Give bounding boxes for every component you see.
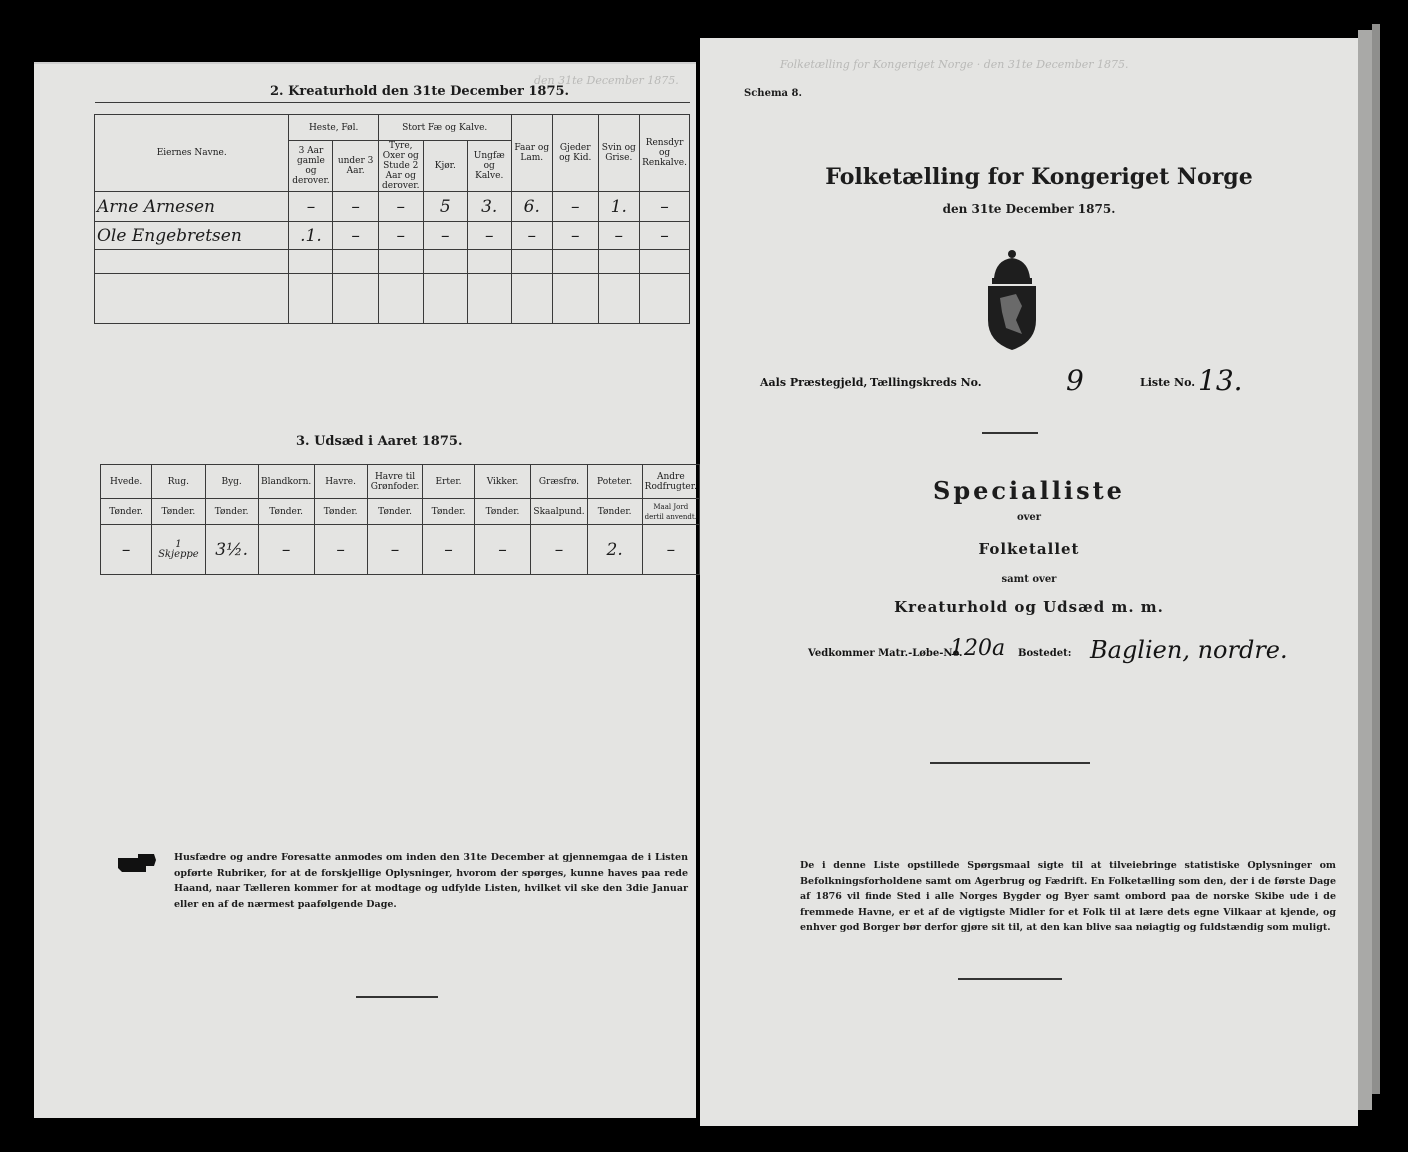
col-stort-header: Stort Fæ og Kalve. — [378, 115, 511, 141]
district-value: 9 — [1066, 364, 1084, 397]
livestock-sowing-label: Kreaturhold og Udsæd m. m. — [894, 598, 1164, 616]
col-owner-header: Eiernes Navne. — [95, 115, 289, 192]
notice-text: Husfædre og andre Foresatte anmodes om inden den 31te December at gjennemgaa de i Listen opførte Rubriker, for at de forskjellige Oplysninger, hvorom der spørges, kunne haves paa rede Haand, naar Tælleren kommer for at modtage og udfylde Listen, hvilket vil ske den 3die Januar eller en af de nærmest paafølgende Dage. — [174, 852, 688, 910]
bleed-through-text: Folketælling for Kongeriget Norge · den 31te December 1875. — [780, 58, 1129, 71]
right-page — [700, 38, 1358, 1126]
col-stort-c: Ungfæ og Kalve. — [467, 141, 511, 192]
cell: – — [467, 222, 511, 250]
divider-rule — [930, 762, 1090, 764]
sowing-unit: Tønder. — [587, 499, 642, 525]
sowing-unit: Tønder. — [314, 499, 367, 525]
sowing-col-header: Rug. — [152, 465, 205, 499]
sowing-unit: Tønder. — [205, 499, 258, 525]
cell: – — [258, 525, 314, 575]
list-value: 13. — [1198, 364, 1243, 397]
divider-rule — [958, 978, 1062, 980]
col-svin-header: Svin og Grise. — [598, 115, 640, 192]
cell: 1. — [598, 192, 640, 222]
divider-rule — [356, 996, 438, 998]
cell: – — [552, 192, 598, 222]
matr-value: 120a — [950, 636, 1006, 661]
cell: 3. — [467, 192, 511, 222]
cell: – — [640, 222, 690, 250]
divider-rule — [982, 432, 1038, 434]
sowing-col-header: Hvede. — [101, 465, 152, 499]
sowing-unit: Tønder. — [423, 499, 474, 525]
owner-name: Arne Arnesen — [95, 192, 289, 222]
sowing-unit: Tønder. — [258, 499, 314, 525]
parish-label: Aals Præstegjeld, — [760, 376, 868, 389]
cell: – — [640, 192, 690, 222]
cell: – — [531, 525, 587, 575]
cell: – — [423, 525, 474, 575]
sowing-col-header: Blandkorn. — [258, 465, 314, 499]
over-label: over — [1016, 512, 1042, 523]
cell: 5 — [423, 192, 467, 222]
cell: – — [378, 222, 423, 250]
bosted-label: Bostedet: — [1018, 648, 1072, 659]
cell: – — [289, 192, 333, 222]
purpose-paragraph: De i denne Liste opstillede Spørgsmaal sigte til at tilveiebringe statistiske Oplysninger om Befolkningsforholdene samt om Agerbrug og Fædrift. En Folketælling som den, der i de første Dage af 1876 vil finde Sted i alle Norges Bygder og Byer samt ombord paa de norske Skibe ude i de fremmede Havne, er et af de vigtigste Midler for et Folk til at lære dets egne Vilkaar at kjende, og enhver god Borger bør derfor gjøre sit til, at den kan blive saa nøiagtig og fuldstændig som muligt. — [800, 860, 1336, 933]
document-title: Folketælling for Kongeriget Norge — [825, 164, 1253, 190]
col-heste-b: under 3 Aar. — [333, 141, 378, 192]
folketallet-label: Folketallet — [978, 540, 1080, 558]
col-faar-header: Faar og Lam. — [511, 115, 552, 192]
cell: – — [642, 525, 699, 575]
cell: – — [552, 222, 598, 250]
sowing-col-header: Græsfrø. — [531, 465, 587, 499]
sowing-col-header: Byg. — [205, 465, 258, 499]
cell: – — [333, 222, 378, 250]
sowing-col-header: Havre til Grønfoder. — [367, 465, 423, 499]
cell: 1 Skjeppe — [152, 525, 205, 575]
page-stack-edge — [1372, 24, 1380, 1094]
col-gjeder-header: Gjeder og Kid. — [552, 115, 598, 192]
col-rensdyr-header: Rensdyr og Renkalve. — [640, 115, 690, 192]
schema-label: Schema 8. — [744, 88, 802, 99]
norwegian-coat-of-arms-icon — [982, 248, 1042, 354]
page-stack-edge — [1358, 30, 1372, 1110]
table-row — [101, 525, 700, 575]
table-row — [95, 222, 690, 250]
cell: – — [474, 525, 531, 575]
bosted-value: Baglien, nordre. — [1090, 636, 1288, 664]
cell: – — [598, 222, 640, 250]
sowing-unit: Tønder. — [152, 499, 205, 525]
pointing-hand-icon — [116, 852, 158, 874]
sowing-unit: Tønder. — [474, 499, 531, 525]
left-page — [34, 62, 696, 1118]
bleed-through-text: den 31te December 1875. — [534, 74, 679, 87]
cell: 6. — [511, 192, 552, 222]
table-row — [95, 192, 690, 222]
col-heste-a: 3 Aar gamle og derover. — [289, 141, 333, 192]
sowing-unit: Maal Jord dertil anvendt. — [642, 499, 699, 525]
sowing-col-header: Andre Rodfrugter. — [642, 465, 699, 499]
sowing-heading: 3. Udsæd i Aaret 1875. — [296, 434, 463, 449]
cell: – — [101, 525, 152, 575]
list-label: Liste No. — [1140, 376, 1196, 389]
sowing-col-header: Havre. — [314, 465, 367, 499]
owner-name: Ole Engebretsen — [95, 222, 289, 250]
cell: – — [333, 192, 378, 222]
samt-over-label: samt over — [1001, 574, 1057, 585]
cell: 3½. — [205, 525, 258, 575]
cell: – — [367, 525, 423, 575]
special-list-title: Specialliste — [933, 476, 1125, 505]
matr-label: Vedkommer Matr.-Løbe-No. — [808, 648, 963, 659]
col-stort-b: Kjør. — [423, 141, 467, 192]
cell: – — [423, 222, 467, 250]
cell: – — [314, 525, 367, 575]
livestock-table — [94, 102, 690, 324]
col-heste-header: Heste, Føl. — [289, 115, 378, 141]
col-stort-a: Tyre, Oxer og Stude 2 Aar og derover. — [378, 141, 423, 192]
sowing-col-header: Poteter. — [587, 465, 642, 499]
cell: .1. — [289, 222, 333, 250]
sowing-table — [100, 464, 700, 575]
sowing-col-header: Erter. — [423, 465, 474, 499]
sowing-unit: Skaalpund. — [531, 499, 587, 525]
livestock-heading: 2. Kreaturhold den 31te December 1875. — [270, 84, 570, 99]
district-label: Tællingskreds No. — [870, 376, 982, 389]
sowing-unit: Tønder. — [101, 499, 152, 525]
cell: – — [378, 192, 423, 222]
document-date: den 31te December 1875. — [942, 202, 1116, 216]
sowing-unit: Tønder. — [367, 499, 423, 525]
cell: 2. — [587, 525, 642, 575]
sowing-col-header: Vikker. — [474, 465, 531, 499]
cell: – — [511, 222, 552, 250]
